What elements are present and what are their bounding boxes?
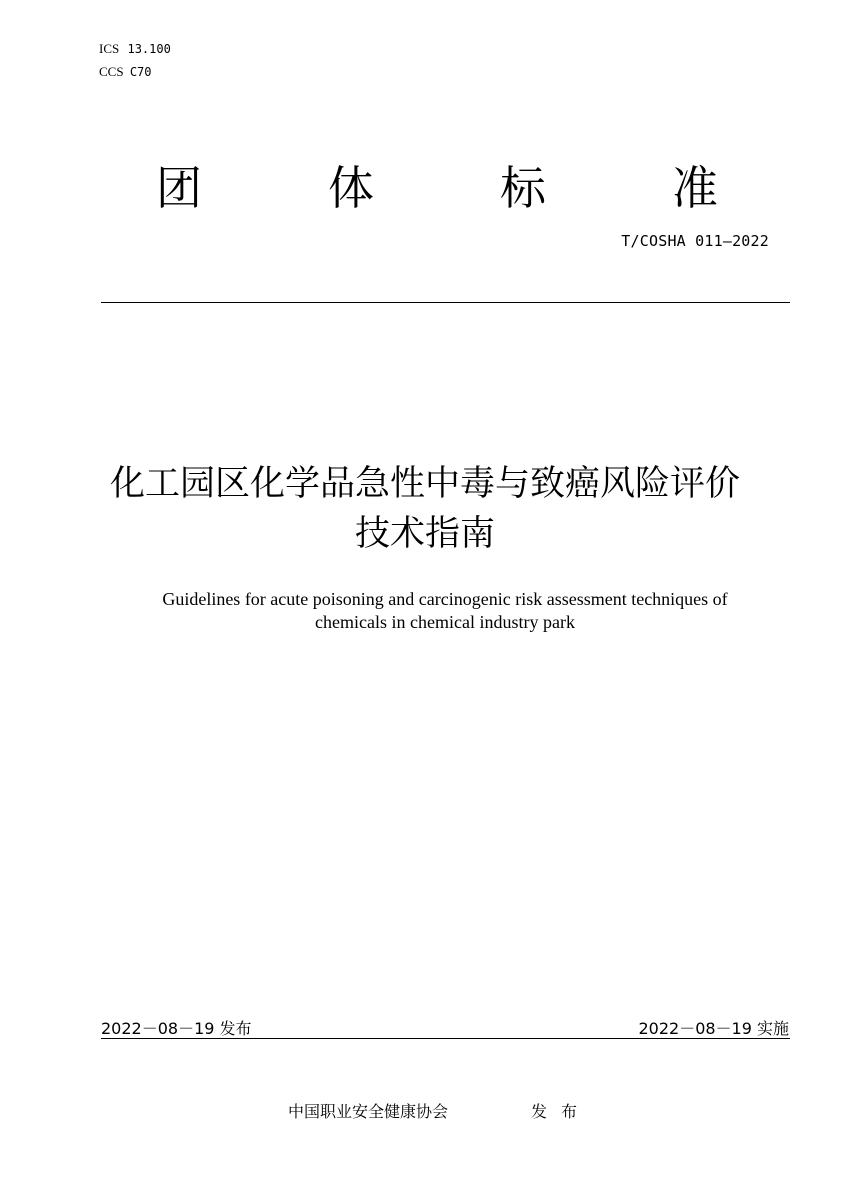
english-title-line-1: Guidelines for acute poisoning and carcinogenic risk assessment techniques of: [162, 589, 728, 609]
english-title-line-2: chemicals in chemical industry park: [315, 612, 575, 632]
doc-type-char-1: 团: [156, 161, 202, 215]
bottom-divider: [101, 1038, 790, 1039]
doc-type-char-4: 准: [672, 161, 718, 215]
ccs-code: C70: [129, 65, 152, 79]
ics-row: [99, 41, 171, 57]
ics-code: 13.100: [127, 42, 171, 56]
chinese-title-line-2: 技术指南: [354, 514, 495, 554]
doc-type-char-2: 体: [328, 161, 374, 215]
document-type-title: [150, 158, 740, 218]
doc-type-char-3: 标: [500, 161, 546, 215]
release-date: 2022－08－19 发布: [101, 1019, 252, 1038]
chinese-title-line-1: 化工园区化学品急性中毒与致癌风险评价: [109, 464, 740, 504]
ccs-label: CCS: [99, 64, 124, 79]
publish-label: 发布: [531, 1102, 592, 1121]
top-divider: [101, 302, 790, 303]
implementation-date: 2022－08－19 实施: [638, 1019, 789, 1038]
ics-label: ICS: [99, 41, 120, 56]
publisher-name: 中国职业安全健康协会: [288, 1102, 449, 1121]
standard-number: T/COSHA 011—2022: [621, 232, 769, 250]
ccs-row: [99, 64, 152, 80]
